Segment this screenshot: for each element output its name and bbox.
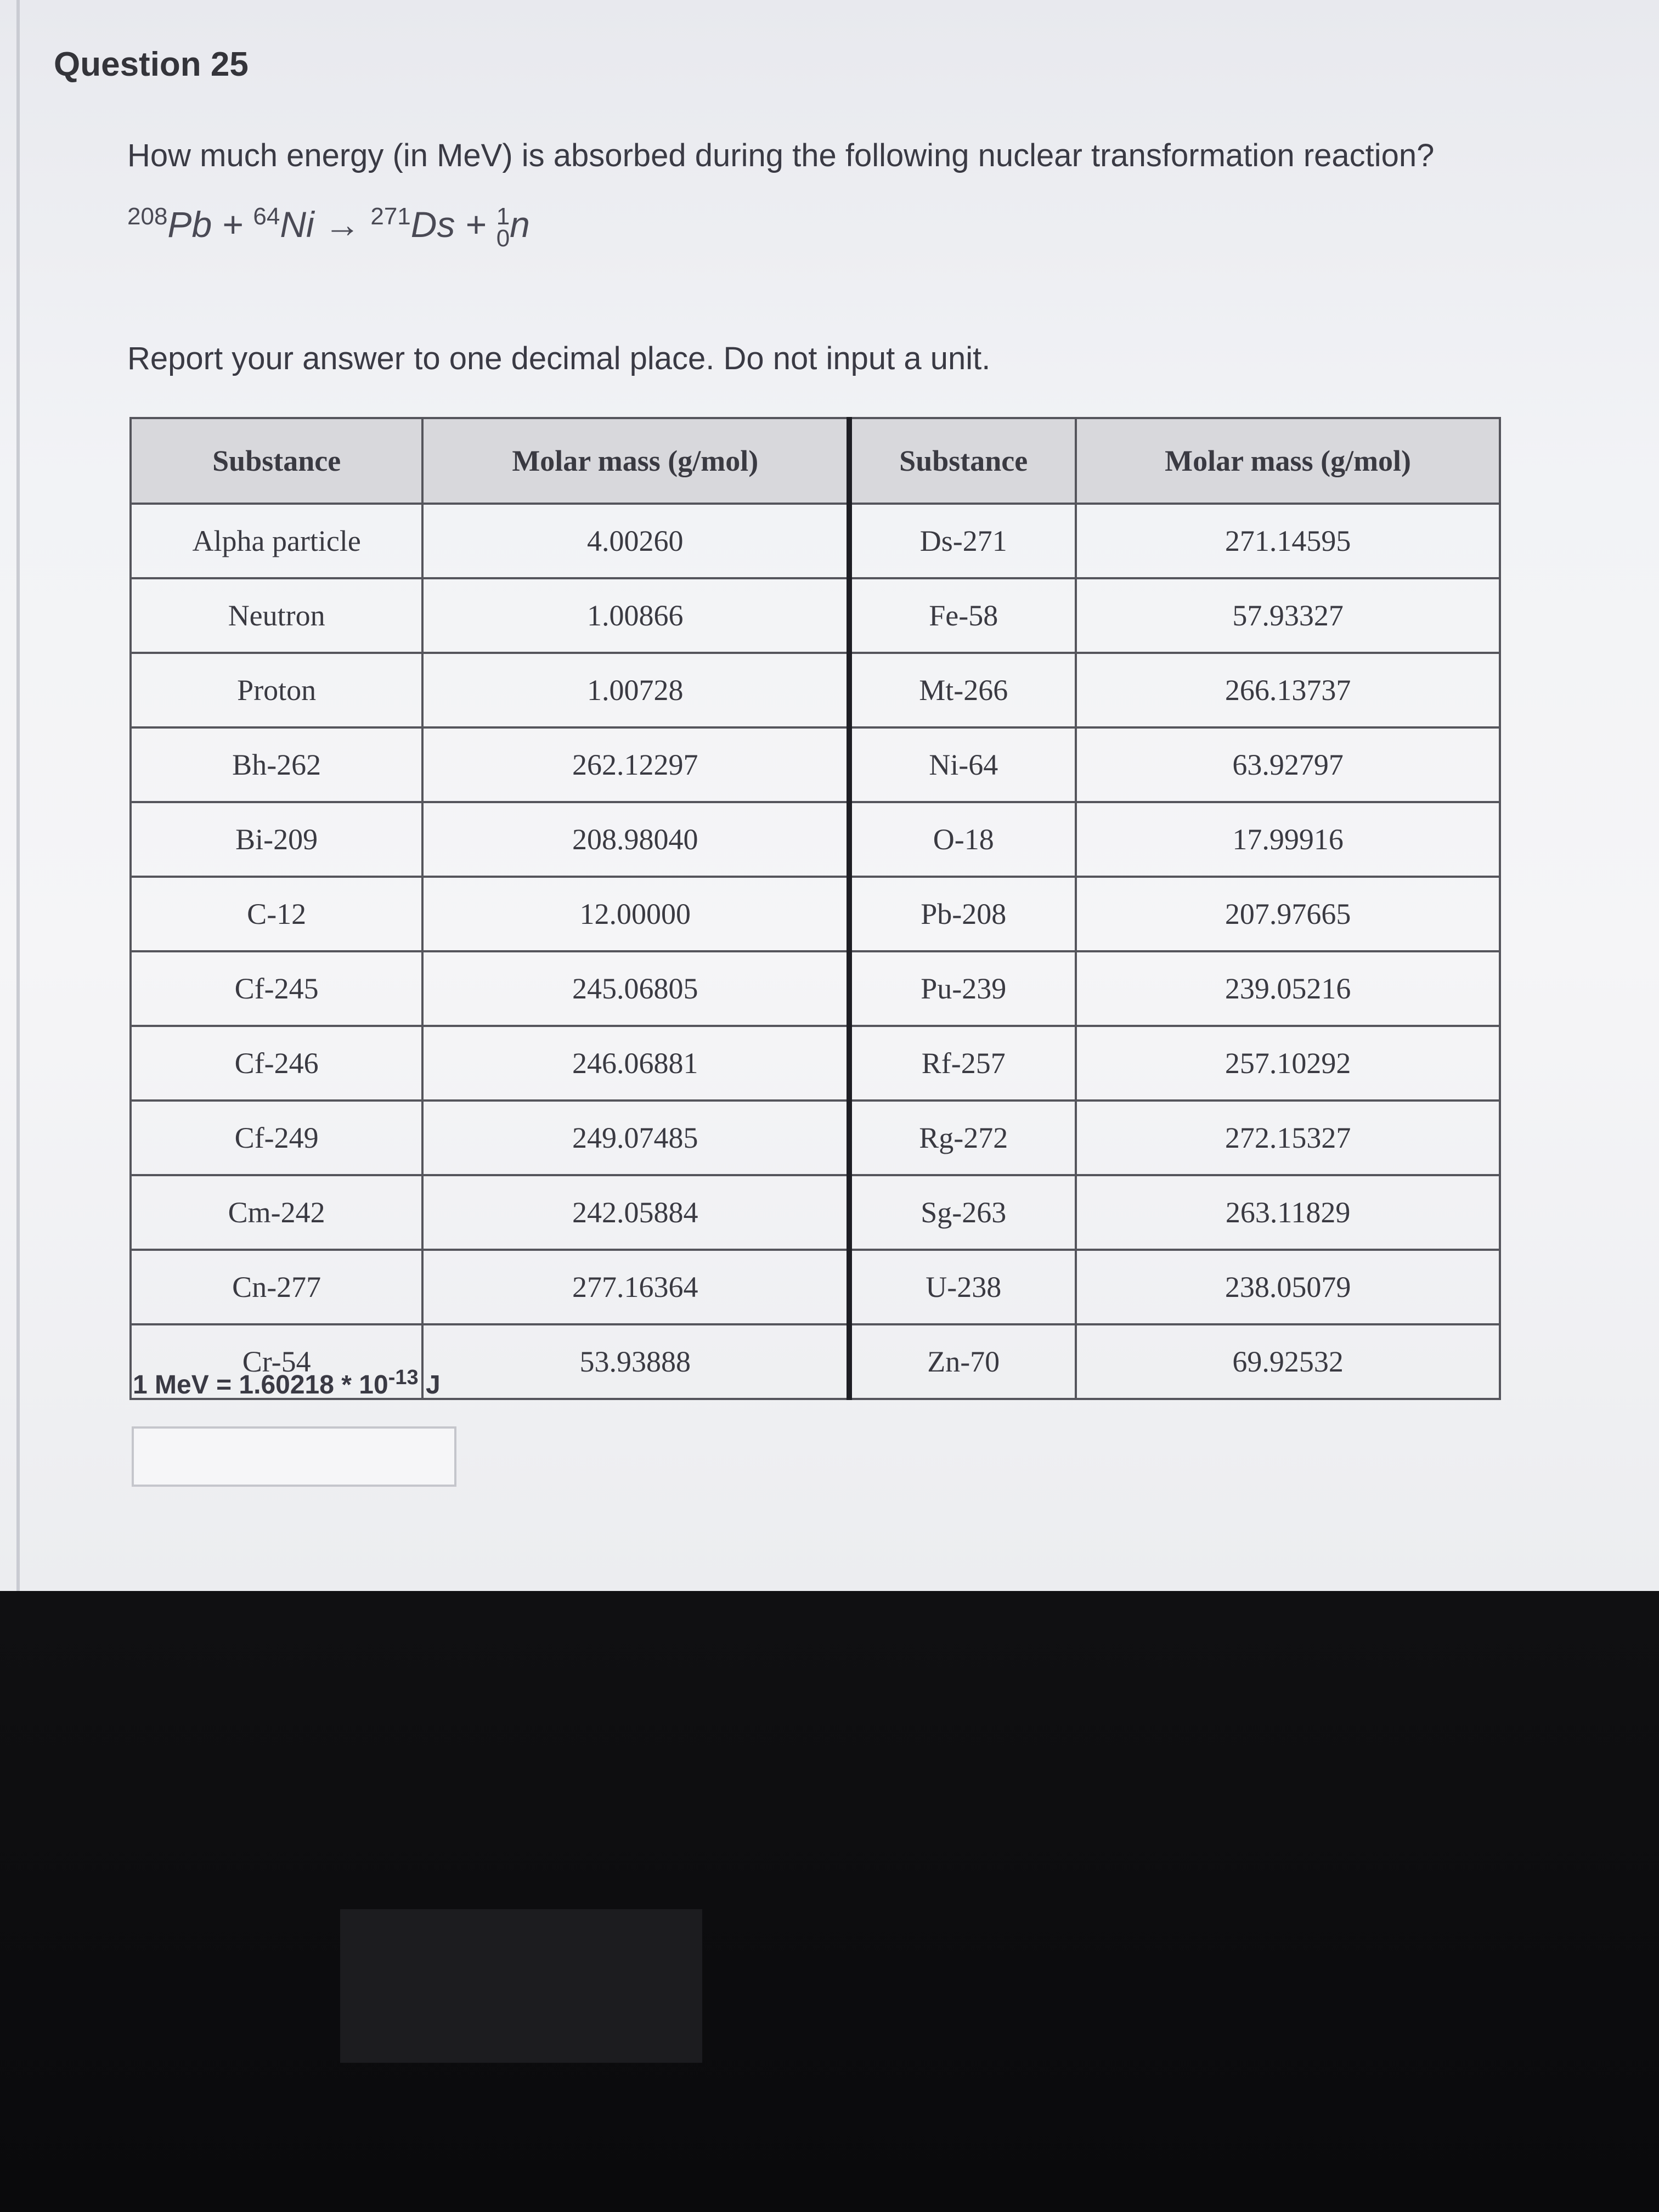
table-row bbox=[131, 727, 1500, 802]
monitor-bezel bbox=[0, 1591, 1659, 2212]
table-cell: 12.00000 bbox=[422, 877, 849, 951]
header-molar-mass-2: Molar mass (g/mol) bbox=[1076, 418, 1500, 504]
pb-mass-number: 208 bbox=[127, 203, 168, 230]
table-cell: Ds-271 bbox=[849, 504, 1076, 578]
table-cell: Cf-245 bbox=[131, 951, 422, 1026]
table-row bbox=[131, 578, 1500, 653]
header-molar-mass: Molar mass (g/mol) bbox=[422, 418, 849, 504]
plus-sign: + bbox=[222, 204, 244, 245]
table-cell: Rg-272 bbox=[849, 1101, 1076, 1175]
table-cell: Proton bbox=[131, 653, 422, 727]
table-cell: Fe-58 bbox=[849, 578, 1076, 653]
table-cell: Zn-70 bbox=[849, 1324, 1076, 1399]
table-cell: Cf-249 bbox=[131, 1101, 422, 1175]
table-cell: Cm-242 bbox=[131, 1175, 422, 1250]
table-row bbox=[131, 802, 1500, 877]
table-cell: Bi-209 bbox=[131, 802, 422, 877]
table-row bbox=[131, 1175, 1500, 1250]
table-row bbox=[131, 504, 1500, 578]
ds-symbol: Ds bbox=[410, 204, 455, 245]
table-cell: 272.15327 bbox=[1076, 1101, 1500, 1175]
table-cell: 246.06881 bbox=[422, 1026, 849, 1101]
table-cell: 242.05884 bbox=[422, 1175, 849, 1250]
table-cell: Cf-246 bbox=[131, 1026, 422, 1101]
table-cell: Bh-262 bbox=[131, 727, 422, 802]
ni-symbol: Ni bbox=[280, 204, 314, 245]
table-row bbox=[131, 877, 1500, 951]
header-substance-2: Substance bbox=[849, 418, 1076, 504]
table-cell: 57.93327 bbox=[1076, 578, 1500, 653]
neutron-charge-number: 0 bbox=[496, 224, 510, 252]
table-cell: 263.11829 bbox=[1076, 1175, 1500, 1250]
table-row bbox=[131, 653, 1500, 727]
table-cell: Pu-239 bbox=[849, 951, 1076, 1026]
table-cell: 208.98040 bbox=[422, 802, 849, 877]
table-row bbox=[131, 1101, 1500, 1175]
table-row bbox=[131, 1250, 1500, 1324]
question-title: Question 25 bbox=[54, 46, 249, 83]
nuclear-equation bbox=[127, 203, 530, 250]
table-cell: 262.12297 bbox=[422, 727, 849, 802]
neutron-symbol: n bbox=[510, 204, 530, 245]
page-left-border bbox=[16, 0, 20, 1591]
table-cell: 17.99916 bbox=[1076, 802, 1500, 877]
table-cell: Mt-266 bbox=[849, 653, 1076, 727]
table-header-row bbox=[131, 418, 1500, 504]
conversion-text: 1 MeV = 1.60218 * 10 bbox=[133, 1370, 388, 1400]
table-cell: U-238 bbox=[849, 1250, 1076, 1324]
question-prompt: How much energy (in MeV) is absorbed during the following nuclear transformation reaction? bbox=[127, 138, 1435, 173]
table-cell: 53.93888 bbox=[422, 1324, 849, 1399]
table-cell: Sg-263 bbox=[849, 1175, 1076, 1250]
neutron-nuclide-numbers bbox=[496, 202, 510, 252]
table-cell: 277.16364 bbox=[422, 1250, 849, 1324]
plus-sign-2: + bbox=[465, 204, 487, 245]
answer-instruction: Report your answer to one decimal place. Do not input a unit. bbox=[127, 341, 991, 376]
table-cell: 245.06805 bbox=[422, 951, 849, 1026]
table-cell: 207.97665 bbox=[1076, 877, 1500, 951]
table-cell: 239.05216 bbox=[1076, 951, 1500, 1026]
table-cell: 266.13737 bbox=[1076, 653, 1500, 727]
mev-conversion-note bbox=[133, 1366, 441, 1400]
table-cell: 69.92532 bbox=[1076, 1324, 1500, 1399]
table-cell: O-18 bbox=[849, 802, 1076, 877]
ni-mass-number: 64 bbox=[253, 203, 280, 230]
table-cell: Pb-208 bbox=[849, 877, 1076, 951]
monitor-stand bbox=[340, 1909, 702, 2063]
table-cell: Ni-64 bbox=[849, 727, 1076, 802]
table-cell: C-12 bbox=[131, 877, 422, 951]
table-cell: Cr-54 bbox=[131, 1324, 422, 1399]
molar-mass-table bbox=[129, 417, 1501, 1400]
table-cell: Alpha particle bbox=[131, 504, 422, 578]
table-cell: 257.10292 bbox=[1076, 1026, 1500, 1101]
table-cell: 249.07485 bbox=[422, 1101, 849, 1175]
neutron-mass-number: 1 bbox=[496, 202, 510, 230]
table-cell: 4.00260 bbox=[422, 504, 849, 578]
header-substance: Substance bbox=[131, 418, 422, 504]
table-row bbox=[131, 951, 1500, 1026]
table-cell: Cn-277 bbox=[131, 1250, 422, 1324]
table-row bbox=[131, 1026, 1500, 1101]
table-cell: 1.00866 bbox=[422, 578, 849, 653]
conversion-unit: J bbox=[425, 1370, 441, 1400]
table-cell: Neutron bbox=[131, 578, 422, 653]
conversion-exponent: -13 bbox=[388, 1366, 419, 1389]
table-cell: 1.00728 bbox=[422, 653, 849, 727]
reaction-arrow: → bbox=[324, 204, 361, 245]
ds-mass-number: 271 bbox=[370, 203, 411, 230]
table-cell: Rf-257 bbox=[849, 1026, 1076, 1101]
pb-symbol: Pb bbox=[167, 204, 212, 245]
table-cell: 63.92797 bbox=[1076, 727, 1500, 802]
table-cell: 271.14595 bbox=[1076, 504, 1500, 578]
table-cell: 238.05079 bbox=[1076, 1250, 1500, 1324]
answer-input[interactable] bbox=[132, 1426, 456, 1487]
